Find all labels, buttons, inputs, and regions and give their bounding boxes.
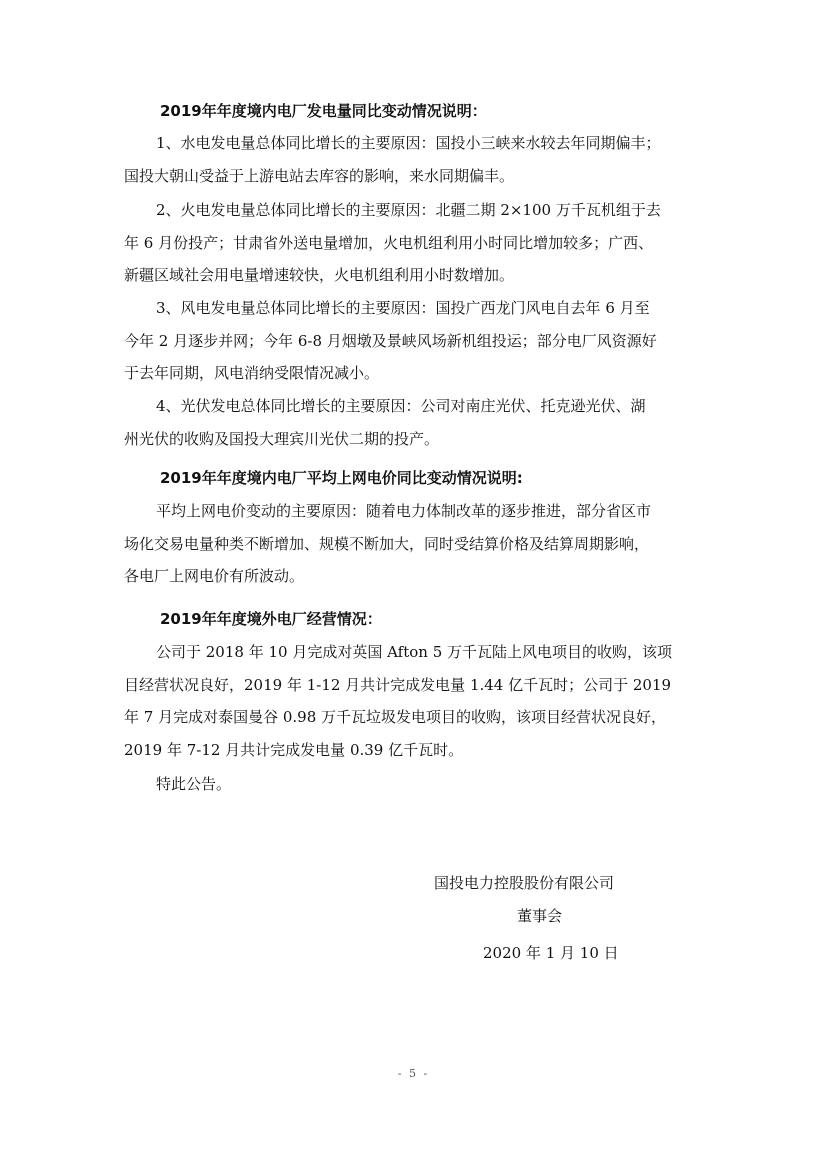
- text-line: 特此公告。: [156, 775, 232, 793]
- text-line: 4、光伏发电总体同比增长的主要原因：公司对南庄光伏、托克逊光伏、湖: [156, 397, 646, 415]
- page-number: - 5 -: [397, 1067, 430, 1080]
- text-line: 1、水电发电量总体同比增长的主要原因：国投小三峡来水较去年同期偏丰；: [156, 134, 661, 152]
- text-line: 州光伏的收购及国投大理宾川光伏二期的投产。: [124, 429, 440, 448]
- paragraph-thermal: [124, 194, 710, 292]
- text-line: 年 6 月份投产；甘肃省外送电量增加，火电机组利用小时同比增加较多；广西、: [124, 233, 654, 252]
- text-line: 于去年同期，风电消纳受限情况减小。: [124, 364, 380, 382]
- signature-company: 国投电力控股股份有限公司: [434, 874, 615, 892]
- text-line: 3、风电发电量总体同比增长的主要原因：国投广西龙门风电自去年 6 月至: [156, 299, 650, 317]
- text-line: 今年 2 月逐步并网；今年 6-8 月烟墩及景峡风场新机组投运；部分电厂风资源好: [124, 331, 657, 350]
- signature-board: 董事会: [517, 907, 563, 925]
- text-line: 场化交易电量种类不断增加、规模不断加大，同时受结算价格及结算周期影响，: [124, 534, 650, 553]
- text-line: 平均上网电价变动的主要原因：随着电力体制改革的逐步推进，部分省区市: [156, 502, 652, 520]
- text-line: 目经营状况良好，2019 年 1-12 月共计完成发电量 1.44 亿千瓦时；公司于 2019: [124, 675, 672, 694]
- text-line: 新疆区域社会用电量增速较快，火电机组利用小时数增加。: [124, 266, 515, 284]
- text-line: 2、火电发电量总体同比增长的主要原因：北疆二期 2×100 万千瓦机组于去: [156, 201, 661, 219]
- paragraph-solar: [124, 390, 710, 455]
- paragraph-overseas: [124, 636, 710, 766]
- signature-date: 2020 年 1 月 10 日: [483, 944, 619, 962]
- closing-statement: [124, 768, 710, 801]
- text-line: 国投大朝山受益于上游电站去库容的影响，来水同期偏丰。: [124, 166, 515, 185]
- paragraph-wind: [124, 292, 710, 390]
- text-line: 年 7 月完成对泰国曼谷 0.98 万千瓦垃圾发电项目的收购，该项目经营状况良好，: [124, 708, 667, 726]
- section-heading-overseas: 2019年年度境外电厂经营情况：: [160, 610, 382, 628]
- text-line: 各电厂上网电价有所波动。: [124, 567, 305, 585]
- text-line: 公司于 2018 年 10 月完成对英国 Afton 5 万千瓦陆上风电项目的收购，该项: [156, 643, 673, 661]
- section-heading-tariff: 2019年年度境内电厂平均上网电价同比变动情况说明:: [160, 469, 523, 487]
- paragraph-tariff: [124, 495, 710, 593]
- section-heading-generation: 2019年年度境内电厂发电量同比变动情况说明：: [160, 102, 487, 120]
- text-line: 2019 年 7-12 月共计完成发电量 0.39 亿千瓦时。: [124, 740, 464, 759]
- paragraph-hydro: [124, 127, 710, 192]
